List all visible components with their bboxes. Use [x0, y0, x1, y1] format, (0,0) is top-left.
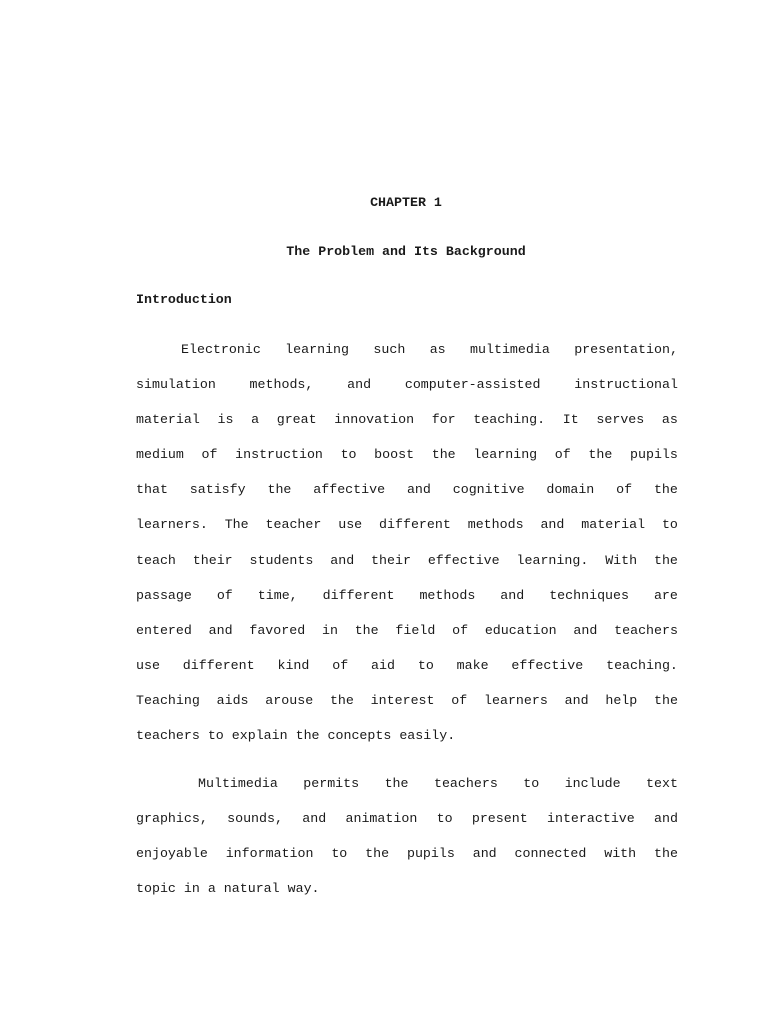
word: teaching. [606, 657, 678, 673]
chapter-title: The Problem and Its Background [286, 244, 526, 259]
word: and [654, 811, 678, 827]
word: the [354, 622, 379, 638]
paragraph-line [136, 543, 678, 578]
word: cognitive [452, 482, 525, 498]
word: computer-assisted [404, 377, 541, 393]
paragraph-line [136, 472, 678, 507]
word: help [605, 692, 638, 708]
word: instructional [574, 377, 678, 393]
word: to [661, 517, 678, 533]
word: to [331, 846, 348, 862]
word: their [192, 552, 233, 568]
word: the [653, 552, 678, 568]
word: teacher [265, 517, 322, 533]
word: information [225, 846, 314, 862]
word: simulation [136, 377, 216, 393]
word: effective [427, 552, 500, 568]
word: material [581, 517, 646, 533]
paragraph-line [136, 367, 678, 402]
word: sounds, [227, 811, 283, 827]
word: enjoyable [136, 846, 208, 862]
word: teachers [614, 622, 678, 638]
word: the [653, 482, 678, 498]
word: presentation, [574, 342, 678, 357]
word: methods, [249, 377, 314, 393]
paragraph-line [136, 801, 678, 836]
word: to [340, 447, 357, 463]
word: Multimedia [198, 776, 278, 791]
word: medium [136, 447, 184, 463]
word: effective [511, 657, 584, 673]
paragraph-line [136, 766, 678, 801]
word: and [406, 482, 431, 498]
word: to [417, 657, 434, 673]
word: the [267, 482, 292, 498]
word: multimedia [470, 342, 550, 357]
word: make [456, 657, 489, 673]
word: innovation [334, 412, 415, 428]
word: as [661, 412, 678, 428]
word: in [321, 622, 338, 638]
word: domain [546, 482, 595, 498]
word: arouse [265, 692, 314, 708]
word: to [436, 811, 453, 827]
word: as [429, 342, 446, 357]
word: serves [596, 412, 645, 428]
word: use [338, 517, 363, 533]
word: field [395, 622, 436, 638]
word: and [500, 587, 525, 603]
word: of [332, 657, 349, 673]
paragraph-line: topic in a natural way. [136, 881, 320, 897]
word: interest [370, 692, 435, 708]
word: include [564, 776, 621, 791]
word: teachers [433, 776, 498, 791]
paragraph-line [136, 402, 678, 437]
word: kind [277, 657, 310, 673]
word: of [216, 587, 233, 603]
paragraph-line [136, 613, 678, 648]
word: techniques [549, 587, 629, 603]
word: passage [136, 587, 192, 603]
word: text [646, 776, 678, 791]
word: The [224, 517, 249, 533]
word: and [540, 517, 565, 533]
word: pupils [406, 846, 455, 862]
word: pupils [630, 447, 678, 463]
word: the [588, 447, 613, 463]
word: and [564, 692, 589, 708]
word: and [472, 846, 497, 862]
word: material [136, 412, 200, 428]
word: the [365, 846, 390, 862]
word: different [322, 587, 395, 603]
word: present [471, 811, 528, 827]
word: and [347, 377, 372, 393]
word: of [616, 482, 633, 498]
word: methods [467, 517, 524, 533]
paragraph-line [136, 648, 678, 683]
word: instruction [235, 447, 323, 463]
word: the [654, 846, 678, 862]
word: learning [285, 342, 350, 357]
word: the [654, 692, 678, 708]
word: to [523, 776, 540, 791]
word: time, [257, 587, 298, 603]
word: and [208, 622, 233, 638]
word: and [302, 811, 327, 827]
word: With [605, 552, 638, 568]
word: methods [419, 587, 476, 603]
chapter-heading: CHAPTER 1 [370, 195, 442, 210]
word: is [217, 412, 234, 428]
paragraph-line [136, 683, 678, 718]
word: of [554, 447, 571, 463]
word: learning. [516, 552, 589, 568]
paragraph-line [136, 836, 678, 871]
word: are [653, 587, 678, 603]
word: Electronic [181, 342, 261, 357]
word: aid [371, 657, 395, 673]
word: It [562, 412, 579, 428]
word: favored [249, 622, 306, 638]
word: their [371, 552, 411, 568]
word: permits [303, 776, 360, 791]
word: and [573, 622, 598, 638]
word: great [276, 412, 317, 428]
word: education [484, 622, 557, 638]
paragraph-line [136, 332, 678, 367]
word: interactive [546, 811, 635, 827]
word: a [251, 412, 260, 428]
word: animation [345, 811, 418, 827]
word: graphics, [136, 811, 208, 827]
paragraph-line [136, 578, 678, 613]
word: of [451, 692, 468, 708]
word: different [379, 517, 451, 533]
word: different [182, 657, 255, 673]
paragraph-line [136, 437, 678, 472]
paragraph-line [136, 507, 678, 542]
word: aids [216, 692, 249, 708]
word: the [431, 447, 456, 463]
word: teaching. [473, 412, 546, 428]
section-heading: Introduction [136, 292, 232, 307]
paragraph-2 [136, 766, 678, 906]
word: of [201, 447, 218, 463]
word: such [373, 342, 406, 357]
word: for [431, 412, 456, 428]
word: learning [473, 447, 538, 463]
word: of [452, 622, 469, 638]
word: that [136, 482, 168, 498]
paragraph-line: teachers to explain the concepts easily. [136, 728, 456, 744]
word: boost [374, 447, 415, 463]
word: and [330, 552, 355, 568]
word: the [384, 776, 409, 791]
word: entered [136, 622, 192, 638]
word: learners [484, 692, 548, 708]
word: affective [313, 482, 386, 498]
word: Teaching [136, 692, 200, 708]
word: the [329, 692, 354, 708]
word: teach [136, 552, 176, 568]
word: with [604, 846, 637, 862]
word: connected [514, 846, 587, 862]
word: use [136, 657, 160, 673]
word: students [249, 552, 314, 568]
word: satisfy [189, 482, 246, 498]
word: learners. [136, 517, 208, 533]
paragraph-1 [136, 332, 678, 753]
